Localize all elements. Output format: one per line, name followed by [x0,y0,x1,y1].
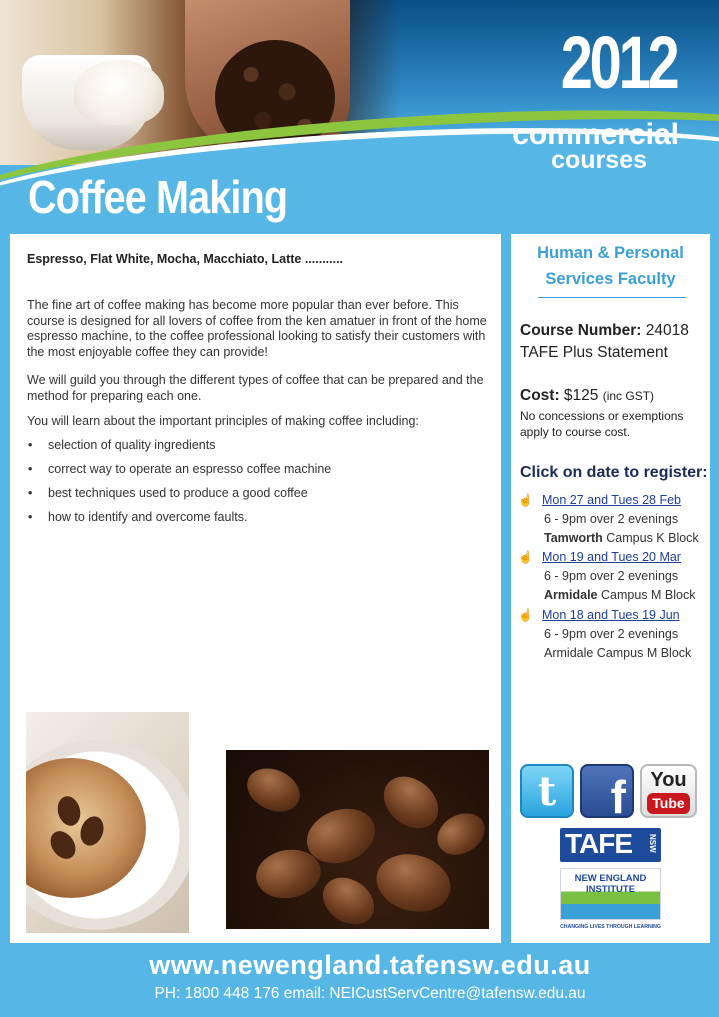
latte-bean-art [45,826,80,863]
list-item: • best techniques used to produce a good coffee [27,486,331,510]
campus-detail: Armidale Campus M Block [544,646,692,660]
coffee-bean-image [374,766,449,839]
course-details-sidebar [511,234,710,943]
register-link-mar[interactable]: Mon 19 and Tues 20 Mar [542,550,681,564]
latte-cup-image [26,740,189,930]
latte-art-photo [26,712,189,933]
course-number-label: Course Number: [520,322,642,339]
nei-logo-line-1: NEW ENGLAND [574,873,647,884]
pointer-hand-icon: ☝ [518,550,533,564]
tafe-nsw-text: NSW [648,834,657,853]
course-number-value: 24018 [645,322,689,339]
coffee-bean-image [430,805,489,863]
list-item: • selection of quality ingredients [27,438,331,462]
session-time: 6 - 9pm over 2 evenings [544,569,679,583]
cost-note: No concessions or exemptions apply to course cost. [520,409,684,439]
list-item: • how to identify and overcome faults. [27,510,331,534]
facebook-glyph: f [610,771,626,823]
youtube-icon[interactable] [640,764,697,818]
faculty-line-2: Services Faculty [545,270,676,288]
session-time: 6 - 9pm over 2 evenings [544,512,679,526]
year-heading: 2012 [561,21,677,104]
register-link-jun[interactable]: Mon 18 and Tues 19 Jun [542,608,680,622]
method-paragraph: We will guild you through the different types of coffee that can be prepared and the method for preparing each one. [27,373,484,403]
session-campus [544,531,699,545]
nei-logo-line-2: INSTITUTE [585,884,636,895]
cost-gst-note: (inc GST) [602,389,655,403]
cappuccino-cup-image [22,55,152,150]
cost [520,387,654,405]
faculty-heading [511,240,710,292]
page-title: Coffee Making [28,171,288,223]
commercial-label: commercial [512,118,679,151]
coffee-bean-image [240,760,307,819]
coffee-bean-image [370,846,457,920]
course-description-panel [10,234,501,943]
campus-name: Armidale [544,588,598,602]
courses-label: courses [551,146,647,174]
course-number [520,322,689,340]
pointer-hand-icon: ☝ [518,493,533,507]
facebook-icon[interactable] [580,764,634,823]
principles-paragraph: You will learn about the important principles of making coffee including: [27,414,419,428]
register-heading: Click on date to register: [520,464,708,481]
coffee-bean-image [314,868,383,929]
tafe-nsw-logo [560,828,661,862]
roasted-beans-photo [226,750,489,929]
principles-list [27,438,331,534]
list-item: • correct way to operate an espresso coffee machine [27,462,331,486]
youtube-tube-text: Tube [647,793,690,814]
register-link-feb[interactable]: Mon 27 and Tues 28 Feb [542,493,681,507]
new-england-institute-logo [560,868,661,920]
twitter-icon[interactable] [520,764,574,818]
session-campus [544,588,695,602]
statement-label: TAFE Plus Statement [520,344,668,361]
pointer-hand-icon: ☝ [518,608,533,622]
milk-foam-image [74,60,164,125]
latte-bean-art [77,813,108,849]
campus-detail: Campus K Block [606,531,699,545]
cost-label: Cost: [520,387,560,404]
divider [538,297,686,298]
twitter-glyph: t [537,768,557,815]
intro-paragraph: The fine art of coffee making has become more popular than ever before. This course is designed for all lovers of coffee from the ken amatuer in front of the home espresso machine, to the coffee professional looking to satisfy their customers with the most enjoyable coffee they can provide! [27,298,487,359]
nei-tagline: CHANGING LIVES THROUGH LEARNING [560,924,661,930]
tafe-logo-text: TAFE [565,828,633,859]
youtube-you-text: You [650,769,687,791]
latte-bean-art [54,794,83,829]
latte-crema-image [26,758,146,898]
coffee-types-subtitle: Espresso, Flat White, Mocha, Macchiato, Latte ........... [27,252,344,266]
session-campus [544,646,691,660]
cost-value: $125 [563,387,599,404]
campus-name: Tamworth [544,531,603,545]
website-link[interactable]: www.newengland.tafensw.edu.au [149,950,591,980]
contact-details: PH: 1800 448 176 email: NEICustServCentre@tafensw.edu.au [154,985,586,1002]
faculty-line-1: Human & Personal [537,244,684,262]
campus-detail: Campus M Block [600,588,696,602]
session-time: 6 - 9pm over 2 evenings [544,627,679,641]
